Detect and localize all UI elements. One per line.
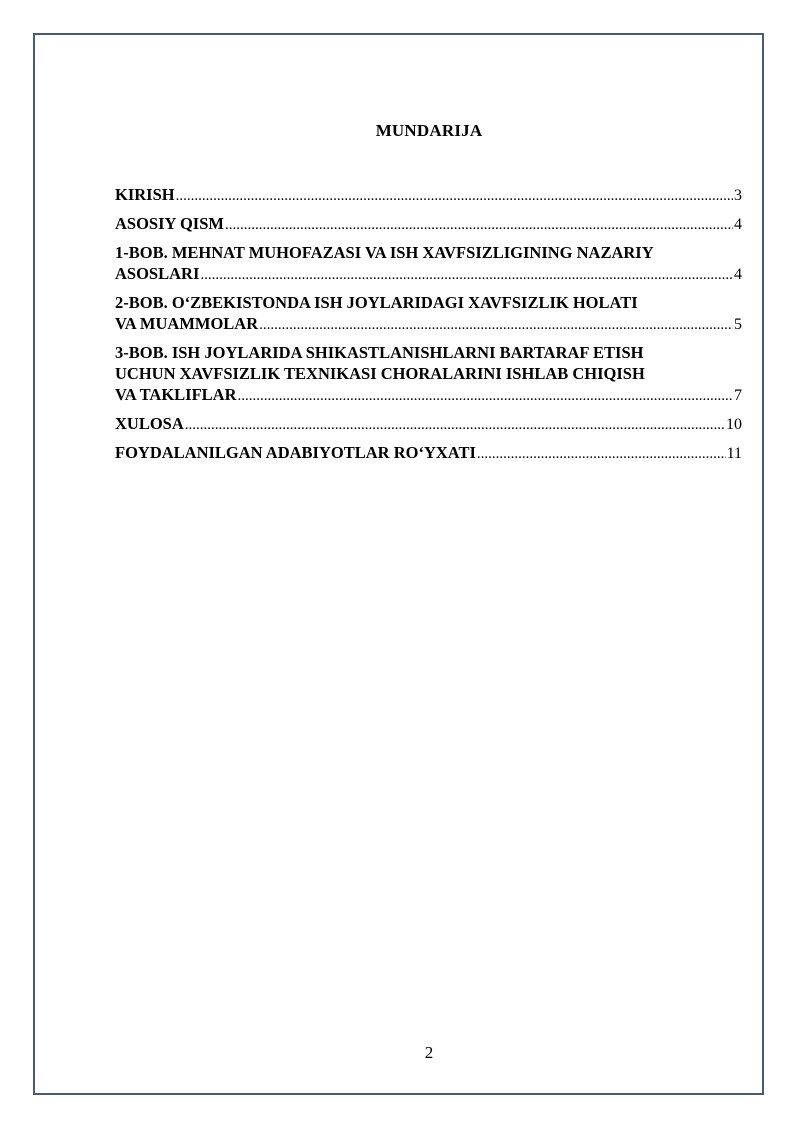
- toc-page-number: 3: [734, 187, 742, 204]
- table-of-contents: [115, 184, 742, 471]
- dot-leader: [200, 265, 733, 286]
- toc-entry-kirish[interactable]: [115, 184, 742, 207]
- page-number: 2: [424, 1043, 434, 1062]
- dot-leader: [176, 186, 733, 207]
- toc-entry-title: XULOSA: [115, 414, 184, 433]
- toc-entry-title-line: 2-BOB. O‘ZBEKISTONDA ISH JOYLARIDAGI XAVFSIZLIK HOLATI: [115, 293, 638, 312]
- toc-entry-title-line: 1-BOB. MEHNAT MUHOFAZASI VA ISH XAVFSIZLIGINING NAZARIY: [115, 243, 654, 262]
- toc-entry-title: VA MUAMMOLAR: [115, 314, 259, 333]
- toc-entry-references[interactable]: [115, 442, 742, 465]
- toc-page-number: 4: [734, 266, 742, 283]
- toc-page-number: 10: [726, 416, 742, 433]
- toc-entry-title: FOYDALANILGAN ADABIYOTLAR RO‘YXATI: [115, 443, 476, 462]
- toc-entry-asosiy-qism[interactable]: [115, 213, 742, 236]
- toc-entry-title: ASOSLARI: [115, 264, 200, 283]
- toc-entry-title-line: 3-BOB. ISH JOYLARIDA SHIKASTLANISHLARNI BARTARAF ETISH: [115, 343, 644, 362]
- toc-page-number: 7: [734, 387, 742, 404]
- toc-entry-title: ASOSIY QISM: [115, 214, 224, 233]
- toc-page-number: 5: [734, 316, 742, 333]
- toc-entry-title: KIRISH: [115, 185, 175, 204]
- dot-leader: [225, 215, 733, 236]
- toc-entry-chapter-3[interactable]: [115, 342, 742, 407]
- dot-leader: [477, 444, 726, 465]
- dot-leader: [238, 386, 734, 407]
- toc-entry-xulosa[interactable]: [115, 413, 742, 436]
- dot-leader: [185, 415, 725, 436]
- toc-entry-title-line: UCHUN XAVFSIZLIK TEXNIKASI CHORALARINI ISHLAB CHIQISH: [115, 364, 645, 383]
- toc-page-number: 4: [734, 216, 742, 233]
- dot-leader: [259, 315, 733, 336]
- toc-entry-chapter-1[interactable]: [115, 242, 742, 286]
- toc-entry-title: VA TAKLIFLAR: [115, 385, 237, 404]
- document-title: MUNDARIJA: [375, 121, 483, 140]
- toc-entry-chapter-2[interactable]: [115, 292, 742, 336]
- toc-page-number: 11: [726, 445, 742, 462]
